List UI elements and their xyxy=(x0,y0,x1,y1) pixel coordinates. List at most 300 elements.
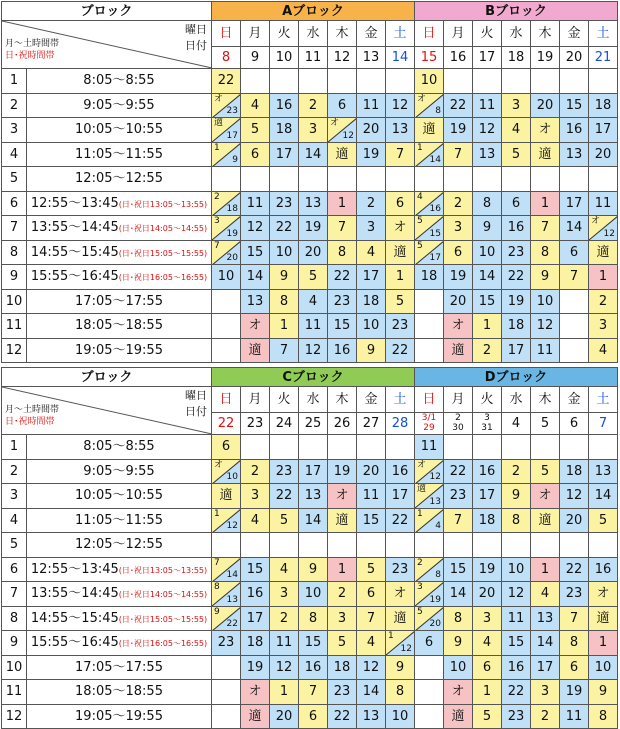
split-cell-top: オ xyxy=(417,459,427,470)
split-cell-bottom: 10 xyxy=(226,472,238,482)
period-number: 3 xyxy=(2,484,27,509)
date-cell: 21 xyxy=(589,46,618,68)
schedule-cell: 20 xyxy=(444,289,473,314)
period-time xyxy=(27,142,212,167)
schedule-cell: 19 xyxy=(444,265,473,290)
split-cell-top: オ xyxy=(330,118,340,128)
schedule-cell: 10 xyxy=(444,655,473,680)
period-time-main: 17:05～17:55 xyxy=(75,659,163,675)
schedule-cell xyxy=(560,533,589,558)
schedule-cell: 22 xyxy=(328,704,357,729)
schedule-cell xyxy=(589,216,618,241)
split-cell-bottom: 9 xyxy=(232,155,238,165)
period-number: 11 xyxy=(2,680,27,705)
schedule-cell: 3 xyxy=(473,606,502,631)
period-time xyxy=(27,191,212,216)
schedule-cell: 13 xyxy=(299,484,328,509)
weekday-cell: 日 xyxy=(212,21,241,47)
period-time xyxy=(27,484,212,509)
schedule-cell: 6 xyxy=(560,655,589,680)
period-row xyxy=(2,533,618,558)
schedule-cell xyxy=(212,508,241,533)
block-header-label: ブロック xyxy=(2,2,212,21)
period-time xyxy=(27,265,212,290)
period-time-main: 12:55～13:45 xyxy=(30,195,119,211)
schedule-table-2 xyxy=(1,367,618,729)
schedule-cell: 22 xyxy=(328,265,357,290)
schedule-cell xyxy=(531,167,560,192)
schedule-cell xyxy=(531,533,560,558)
schedule-cell: 16 xyxy=(560,118,589,143)
period-time-main: 12:55～13:45 xyxy=(30,561,119,577)
schedule-cell xyxy=(415,289,444,314)
schedule-cell xyxy=(299,167,328,192)
schedule-cell xyxy=(299,533,328,558)
schedule-cell: 18 xyxy=(357,289,386,314)
schedule-cell xyxy=(386,69,415,94)
schedule-cell xyxy=(415,606,444,631)
schedule-cell: 5 xyxy=(328,631,357,656)
schedule-cell xyxy=(212,533,241,558)
weekday-period-label: 月～土時間帯 xyxy=(5,405,60,415)
schedule-cell: 5 xyxy=(589,508,618,533)
schedule-cell xyxy=(270,533,299,558)
schedule-cell xyxy=(357,167,386,192)
split-cell-bottom: 20 xyxy=(226,253,238,263)
period-time xyxy=(27,680,212,705)
split-cell-bottom: 12 xyxy=(400,643,412,654)
weekday-cell: 木 xyxy=(531,21,560,47)
split-cell-bottom: 8 xyxy=(435,570,441,580)
split-cell-bottom: 12 xyxy=(603,228,615,239)
holiday-period-label: 日･祝時間帯 xyxy=(5,417,55,427)
schedule-cell xyxy=(212,118,241,143)
schedule-cell: 18 xyxy=(473,508,502,533)
schedule-cell: 15 xyxy=(560,93,589,118)
schedule-cell: 13 xyxy=(299,191,328,216)
schedule-cell: 11 xyxy=(299,314,328,339)
schedule-cell: 3 xyxy=(357,216,386,241)
schedule-cell: 15 xyxy=(357,508,386,533)
split-cell-top: 1 xyxy=(417,142,423,153)
schedule-cell: 17 xyxy=(299,459,328,484)
schedule-cell xyxy=(589,435,618,460)
date-cell: 9 xyxy=(241,46,270,68)
schedule-cell: オ xyxy=(444,314,473,339)
schedule-cell: 10 xyxy=(589,655,618,680)
schedule-cell: 16 xyxy=(241,582,270,607)
schedule-cell: 12 xyxy=(531,314,560,339)
schedule-cell xyxy=(357,69,386,94)
schedule-cell xyxy=(212,338,241,363)
split-cell-top: 適 xyxy=(417,484,427,494)
period-time-holiday: (日･祝日16:05～16:55) xyxy=(118,639,208,649)
schedule-cell: 7 xyxy=(444,508,473,533)
schedule-cell: 1 xyxy=(531,557,560,582)
schedule-cell: 2 xyxy=(270,606,299,631)
schedule-cell: 8 xyxy=(270,289,299,314)
schedule-cell xyxy=(212,142,241,167)
period-time-main: 18:05～18:55 xyxy=(75,318,163,334)
schedule-cell: 4 xyxy=(357,240,386,265)
split-cell-top: 5 xyxy=(417,240,423,251)
period-time-main: 9:05～9:55 xyxy=(83,97,155,113)
period-time-holiday: (日･祝日15:05～15:55) xyxy=(118,614,208,624)
weekday-cell: 日 xyxy=(212,387,241,413)
period-time-main: 8:05～8:55 xyxy=(83,73,155,89)
period-row xyxy=(2,191,618,216)
period-number: 12 xyxy=(2,704,27,729)
period-time xyxy=(27,289,212,314)
weekday-cell: 水 xyxy=(299,387,328,413)
schedule-cell: 23 xyxy=(386,314,415,339)
schedule-cell: 2 xyxy=(502,459,531,484)
schedule-cell: 適 xyxy=(531,142,560,167)
schedule-cell: 16 xyxy=(270,93,299,118)
period-time-main: 12:05～12:55 xyxy=(75,171,163,187)
schedule-cell: 12 xyxy=(270,655,299,680)
period-number: 1 xyxy=(2,69,27,94)
schedule-cell: 6 xyxy=(560,240,589,265)
weekday-cell: 金 xyxy=(560,387,589,413)
period-time xyxy=(27,167,212,192)
period-number: 2 xyxy=(2,459,27,484)
schedule-cell xyxy=(386,533,415,558)
schedule-cell xyxy=(589,69,618,94)
schedule-cell xyxy=(560,314,589,339)
weekday-cell: 木 xyxy=(328,21,357,47)
schedule-cell: 4 xyxy=(241,93,270,118)
period-time-main: 15:55～16:45 xyxy=(30,269,119,285)
schedule-cell: 5 xyxy=(531,459,560,484)
schedule-cell: 12 xyxy=(502,582,531,607)
schedule-cell xyxy=(212,289,241,314)
schedule-cell: 17 xyxy=(531,655,560,680)
schedule-cell xyxy=(415,240,444,265)
schedule-cell: 9 xyxy=(270,265,299,290)
split-cell-top: 5 xyxy=(417,216,423,226)
schedule-cell: 14 xyxy=(299,142,328,167)
date-cell: 22 xyxy=(212,412,241,434)
schedule-cell: 10 xyxy=(386,704,415,729)
period-time xyxy=(27,655,212,680)
schedule-cell xyxy=(415,93,444,118)
date-cell: 23 xyxy=(241,412,270,434)
date-top: 2 xyxy=(455,413,461,424)
schedule-cell xyxy=(212,314,241,339)
schedule-cell: 2 xyxy=(473,338,502,363)
weekday-cell: 金 xyxy=(357,387,386,413)
date-bottom: 31 xyxy=(481,423,493,434)
schedule-cell: 11 xyxy=(502,606,531,631)
schedule-cell xyxy=(444,69,473,94)
period-row xyxy=(2,435,618,460)
schedule-cell: 18 xyxy=(589,93,618,118)
schedule-cell: 20 xyxy=(270,704,299,729)
schedule-cell: 1 xyxy=(531,191,560,216)
block-name: Aブロック xyxy=(212,2,415,21)
schedule-cell: 1 xyxy=(328,557,357,582)
schedule-cell: 10 xyxy=(531,289,560,314)
split-cell-bottom: 18 xyxy=(226,204,238,214)
schedule-cell: 22 xyxy=(386,338,415,363)
period-time xyxy=(27,459,212,484)
weekday-cell: 土 xyxy=(589,21,618,47)
schedule-cell xyxy=(212,557,241,582)
schedule-cell: 7 xyxy=(444,142,473,167)
schedule-cell: 10 xyxy=(299,582,328,607)
period-row xyxy=(2,69,618,94)
schedule-cell: 22 xyxy=(444,459,473,484)
schedule-cell: 19 xyxy=(357,142,386,167)
schedule-cell: 12 xyxy=(357,655,386,680)
period-time-main: 18:05～18:55 xyxy=(75,684,163,700)
schedule-cell: 13 xyxy=(560,142,589,167)
schedule-cell: 10 xyxy=(270,240,299,265)
period-time xyxy=(27,240,212,265)
schedule-cell: 12 xyxy=(473,118,502,143)
period-row xyxy=(2,680,618,705)
split-cell-top: 1 xyxy=(417,508,423,519)
date-cell: 14 xyxy=(386,46,415,68)
schedule-cell: 20 xyxy=(357,459,386,484)
date-cell: 24 xyxy=(270,412,299,434)
date-cell: 15 xyxy=(415,46,444,68)
split-cell-bottom: 4 xyxy=(435,521,441,531)
weekday-cell: 水 xyxy=(299,21,328,47)
schedule-cell: 適 xyxy=(415,118,444,143)
split-cell-top: オ xyxy=(214,459,224,470)
period-row xyxy=(2,338,618,363)
weekday-cell: 水 xyxy=(502,21,531,47)
schedule-table-1 xyxy=(1,1,618,363)
date-cell: 12 xyxy=(328,46,357,68)
block-name: Cブロック xyxy=(212,368,415,387)
schedule-cell: 3 xyxy=(531,680,560,705)
period-row xyxy=(2,484,618,509)
period-time xyxy=(27,606,212,631)
schedule-cell xyxy=(241,533,270,558)
schedule-cell: 4 xyxy=(357,631,386,656)
split-cell-top: 4 xyxy=(417,191,423,202)
date-cell xyxy=(473,412,502,434)
schedule-cell: 15 xyxy=(473,289,502,314)
schedule-cell: 11 xyxy=(241,191,270,216)
schedule-cell: 12 xyxy=(386,93,415,118)
period-number: 2 xyxy=(2,93,27,118)
period-time xyxy=(27,314,212,339)
schedule-cell: 22 xyxy=(502,680,531,705)
schedule-cell xyxy=(560,289,589,314)
schedule-cell: 適 xyxy=(444,338,473,363)
schedule-cell: 11 xyxy=(270,631,299,656)
date-cell: 28 xyxy=(386,412,415,434)
schedule-cell: オ xyxy=(531,484,560,509)
schedule-cell: 適 xyxy=(531,508,560,533)
period-time-main: 13:55～14:45 xyxy=(30,586,119,602)
schedule-cell xyxy=(212,680,241,705)
period-time-main: 19:05～19:55 xyxy=(75,708,163,724)
date-bottom: 30 xyxy=(452,423,464,434)
period-time xyxy=(27,338,212,363)
schedule-cell: 4 xyxy=(270,557,299,582)
date-cell: 20 xyxy=(560,46,589,68)
period-number: 6 xyxy=(2,191,27,216)
schedule-cell: 13 xyxy=(241,289,270,314)
schedule-cell xyxy=(212,655,241,680)
period-time xyxy=(27,533,212,558)
period-number: 8 xyxy=(2,240,27,265)
schedule-cell xyxy=(415,314,444,339)
schedule-cell: 2 xyxy=(531,704,560,729)
schedule-cell: 9 xyxy=(444,631,473,656)
schedule-cell xyxy=(386,167,415,192)
date-cell: 4 xyxy=(502,412,531,434)
schedule-cell xyxy=(415,655,444,680)
schedule-cell: 13 xyxy=(531,606,560,631)
period-row xyxy=(2,167,618,192)
schedule-cell: 6 xyxy=(444,240,473,265)
weekday-cell: 火 xyxy=(473,21,502,47)
split-cell-bottom: 17 xyxy=(226,130,238,141)
schedule-cell: 11 xyxy=(415,435,444,460)
schedule-cell: 20 xyxy=(560,508,589,533)
schedule-cell xyxy=(270,435,299,460)
weekday-cell: 月 xyxy=(444,387,473,413)
schedule-cell xyxy=(531,69,560,94)
schedule-cell: 13 xyxy=(386,118,415,143)
date-top: 3/1 xyxy=(421,413,437,424)
header-corner xyxy=(2,21,212,69)
schedule-cell: 9 xyxy=(357,338,386,363)
schedule-cell: 10 xyxy=(502,557,531,582)
period-number: 3 xyxy=(2,118,27,143)
schedule-cell xyxy=(415,167,444,192)
split-cell-top: 1 xyxy=(388,631,394,641)
schedule-cell: 17 xyxy=(502,338,531,363)
period-row xyxy=(2,582,618,607)
schedule-cell: 20 xyxy=(589,142,618,167)
period-row xyxy=(2,314,618,339)
schedule-cell: オ xyxy=(241,314,270,339)
schedule-cell: 7 xyxy=(531,216,560,241)
split-cell-top: 8 xyxy=(214,582,220,592)
schedule-cell: 1 xyxy=(473,680,502,705)
date-cell: 7 xyxy=(589,412,618,434)
period-time-main: 9:05～9:55 xyxy=(83,463,155,479)
schedule-cell: 適 xyxy=(241,338,270,363)
schedule-cell: 18 xyxy=(415,265,444,290)
schedule-cell xyxy=(299,69,328,94)
schedule-cell: 23 xyxy=(560,582,589,607)
schedule-cell xyxy=(212,240,241,265)
split-cell-top: オ xyxy=(591,216,601,226)
period-row xyxy=(2,508,618,533)
split-cell-top: 5 xyxy=(417,606,423,617)
schedule-cell xyxy=(415,680,444,705)
schedule-cell xyxy=(415,508,444,533)
schedule-cell: 17 xyxy=(386,484,415,509)
split-cell-bottom: 22 xyxy=(226,619,238,629)
period-number: 8 xyxy=(2,606,27,631)
split-cell-top: 9 xyxy=(214,606,220,617)
date-cell: 18 xyxy=(502,46,531,68)
header-corner xyxy=(2,387,212,435)
schedule-cell: 14 xyxy=(560,216,589,241)
schedule-cell: 14 xyxy=(299,508,328,533)
split-cell-bottom: 15 xyxy=(429,228,441,239)
schedule-cell: 9 xyxy=(589,680,618,705)
schedule-cell: 14 xyxy=(473,265,502,290)
schedule-cell: 4 xyxy=(531,582,560,607)
schedule-cell: 14 xyxy=(444,582,473,607)
schedule-cell: 23 xyxy=(328,289,357,314)
period-time xyxy=(27,704,212,729)
schedule-cell: 1 xyxy=(328,191,357,216)
date-cell: 16 xyxy=(444,46,473,68)
schedule-cell xyxy=(212,704,241,729)
period-row xyxy=(2,557,618,582)
block-name: Dブロック xyxy=(415,368,618,387)
schedule-cell: 23 xyxy=(444,484,473,509)
period-time-main: 10:05～10:55 xyxy=(75,488,163,504)
schedule-cell xyxy=(415,191,444,216)
schedule-cell: オ xyxy=(589,582,618,607)
schedule-cell xyxy=(212,216,241,241)
schedule-cell: 13 xyxy=(473,142,502,167)
split-cell-top: 1 xyxy=(214,508,220,519)
schedule-cell: オ xyxy=(386,216,415,241)
schedule-cell: 9 xyxy=(531,265,560,290)
schedule-cell xyxy=(212,459,241,484)
schedule-cell: 8 xyxy=(589,704,618,729)
schedule-cell: 2 xyxy=(444,191,473,216)
date-cell: 6 xyxy=(560,412,589,434)
split-cell-bottom: 12 xyxy=(429,472,441,482)
weekday-cell: 金 xyxy=(560,21,589,47)
schedule-cell xyxy=(415,557,444,582)
schedule-cell: 15 xyxy=(444,557,473,582)
date-cell: 10 xyxy=(270,46,299,68)
schedule-cell: 23 xyxy=(270,191,299,216)
schedule-cell xyxy=(502,533,531,558)
weekday-cell: 火 xyxy=(270,387,299,413)
schedule-cell: オ xyxy=(241,680,270,705)
period-number: 7 xyxy=(2,216,27,241)
schedule-cell xyxy=(473,533,502,558)
schedule-cell: 20 xyxy=(357,118,386,143)
block-header-label: ブロック xyxy=(2,368,212,387)
schedule-cell: 14 xyxy=(357,680,386,705)
schedule-cell: 12 xyxy=(241,216,270,241)
header-weekday-row xyxy=(2,387,618,413)
schedule-cell: 16 xyxy=(328,338,357,363)
period-row xyxy=(2,240,618,265)
schedule-cell: 15 xyxy=(241,240,270,265)
schedule-cell: 11 xyxy=(531,338,560,363)
schedule-cell xyxy=(212,582,241,607)
schedule-cell: 5 xyxy=(502,142,531,167)
schedule-cell: 7 xyxy=(270,338,299,363)
schedule-cell: 9 xyxy=(473,216,502,241)
weekday-cell: 金 xyxy=(357,21,386,47)
schedule-cell: 16 xyxy=(502,655,531,680)
split-cell-bottom: 20 xyxy=(429,619,441,629)
schedule-cell: 6 xyxy=(357,582,386,607)
schedule-cell xyxy=(357,533,386,558)
schedule-cell xyxy=(328,533,357,558)
schedule-cell: 15 xyxy=(502,631,531,656)
